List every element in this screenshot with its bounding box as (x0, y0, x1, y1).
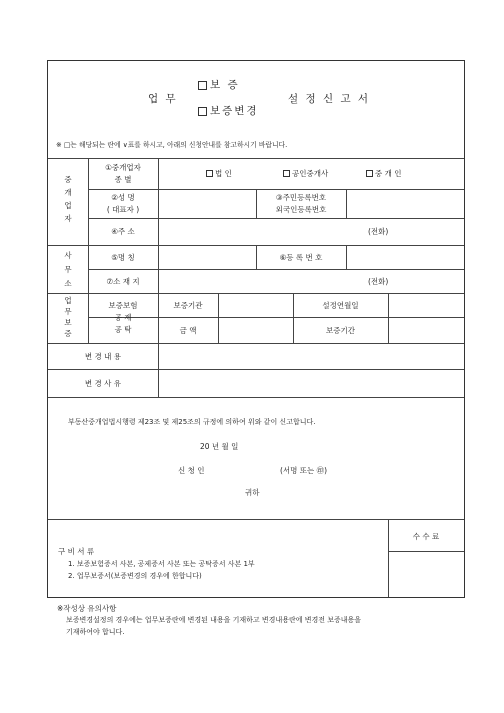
applicant-label: 신 청 인 (178, 466, 205, 475)
option-corporation[interactable]: 법 인 (206, 169, 232, 178)
required-doc-2: 2. 업무보증서(보증변경의 경우에 한합니다) (68, 572, 202, 580)
guarantee-checkbox[interactable] (198, 81, 207, 90)
guarantee-period-field[interactable] (389, 318, 463, 342)
office-name-field[interactable] (159, 246, 255, 268)
change-content-field[interactable] (159, 344, 463, 368)
name-label: ②성 명 (111, 193, 135, 202)
notice-text: ※ □는 해당되는 란에 ∨표를 하시고, 아래의 신청안내를 참고하시기 바랍니다. (56, 141, 288, 149)
guarantee-agency-label: 보증기관 (173, 301, 203, 310)
corporation-checkbox[interactable] (206, 170, 213, 177)
report-form (47, 60, 465, 598)
declaration-text: 부동산중개업법시행령 제23조 및 제25조의 규정에 의하여 위와 같이 신고합니다. (68, 418, 316, 426)
foreign-id-label: 외국인등록번호 (275, 205, 327, 214)
broker-phone-label: (전화) (368, 227, 389, 236)
guarantee-section-label: 업무보증 (64, 296, 72, 338)
set-date-field[interactable] (389, 294, 463, 316)
date-line: 20 년 월 일 (200, 442, 239, 451)
applicant-field[interactable] (216, 462, 276, 476)
change-reason-field[interactable] (159, 370, 463, 396)
office-section-label: 사무소 (64, 251, 72, 288)
office-name-label: ⑤명 칭 (111, 253, 135, 262)
change-reason-label: 변 경 사 유 (84, 379, 122, 388)
name-field[interactable] (159, 190, 255, 217)
broker-section-label: 중개업자 (64, 175, 72, 223)
address-label: ④주 소 (111, 227, 135, 236)
title-right: 설 정 신 고 서 (288, 93, 371, 105)
broker-type-sublabel: 종 별 (114, 175, 132, 184)
title-option-change[interactable]: 보증변경 (198, 103, 259, 118)
set-date-label: 설정연월일 (322, 301, 359, 310)
address-field[interactable] (159, 219, 399, 244)
option-licensed-agent[interactable]: 공인중개사 (283, 169, 328, 178)
registration-number-label: ⑥등 록 번 호 (279, 253, 323, 262)
guarantee-type-mutual-aid: 공 제 (114, 313, 132, 322)
required-docs-title: 구 비 서 류 (58, 547, 95, 556)
registration-number-field[interactable] (347, 246, 463, 268)
id-number-field[interactable] (347, 190, 463, 217)
guarantee-amount-label: 금 액 (179, 326, 197, 335)
recipient-label: 귀하 (245, 488, 260, 497)
location-label: ⑦소 재 지 (106, 277, 140, 286)
guarantee-type-insurance: 보증보험 (108, 301, 138, 310)
notes-title: ※작성상 유의사항 (57, 604, 117, 613)
title-left: 업 무 (148, 93, 178, 105)
guarantee-type-deposit: 공 탁 (114, 325, 132, 334)
name-sublabel: ( 대표자 ) (106, 205, 140, 214)
guarantee-agency-field[interactable] (219, 294, 292, 316)
location-field[interactable] (159, 270, 399, 292)
guarantee-amount-field[interactable] (219, 318, 292, 342)
notes-line-2: 기재하여야 합니다. (66, 628, 125, 636)
option-broker[interactable]: 중 개 인 (366, 169, 402, 178)
guarantee-period-label: 보증기간 (326, 326, 355, 335)
broker-type-label: ①중개업자 (105, 163, 141, 172)
id-number-label: ③주민등록번호 (275, 193, 327, 202)
title-option-guarantee[interactable]: 보 증 (198, 77, 240, 92)
required-doc-1: 1. 보증보험증서 사본, 공제증서 사본 또는 공탁증서 사본 1부 (68, 560, 255, 568)
change-checkbox[interactable] (198, 107, 207, 116)
fee-label: 수 수 료 (412, 532, 440, 541)
broker-checkbox[interactable] (366, 170, 373, 177)
licensed-agent-checkbox[interactable] (283, 170, 290, 177)
signature-label: (서명 또는 ㊞) (280, 466, 328, 475)
notes-line-1: 보증변경설정의 경우에는 업무보증란에 변경된 내용을 기재하고 변경내용란에 변경전 보증내용을 (66, 616, 362, 624)
change-content-label: 변 경 내 용 (84, 352, 122, 361)
office-phone-label: (전화) (368, 277, 389, 286)
